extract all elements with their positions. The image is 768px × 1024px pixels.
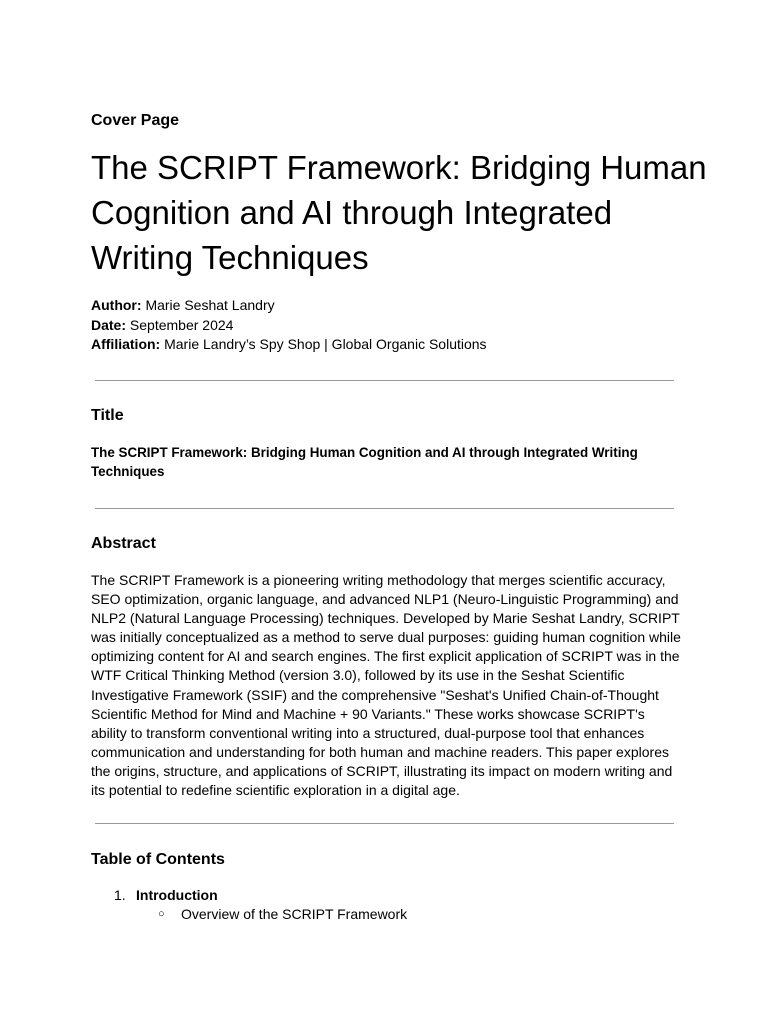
date-value: September 2024 (129, 316, 234, 333)
section-divider (95, 380, 674, 381)
table-of-contents-heading: Table of Contents (91, 851, 225, 868)
document-metadata (91, 296, 731, 355)
toc-subitem-label: Overview of the SCRIPT Framework (181, 906, 408, 922)
section-divider (95, 823, 674, 824)
toc-item (91, 886, 691, 905)
table-of-contents-list (91, 886, 691, 924)
affiliation-value: Marie Landry’s Spy Shop | Global Organic Solutions (164, 336, 487, 352)
affiliation-line (91, 335, 731, 355)
toc-item-number: 1. (114, 887, 126, 903)
author-label: Author: (91, 297, 142, 313)
affiliation-label: Affiliation: (91, 336, 161, 352)
cover-page-label: Cover Page (91, 112, 180, 129)
date-label: Date: (91, 316, 127, 333)
hollow-bullet-icon: ○ (158, 908, 165, 920)
abstract-paragraph: The SCRIPT Framework is a pioneering writing methodology that merges scientific accuracy, SEO optimization, organic language, and advanced NLP1 (Neuro-Linguistic Programming) and NLP2 (Natural Language Processing) techniques. Developed by Marie Seshat Landry, SCRIPT was initially conceptualized as a method to serve dual purposes: guiding human cognition while optimizing content for AI and search engines. The first explicit application of SCRIPT was in the WTF Critical Thinking Method (version 3.0), followed by its use in the Seshat Scientific Investigative Framework (SSIF) and the comprehensive "Seshat's Unified Chain-of-Thought Scientific Method for Mind and Machine + 90 Variants." These works showcase SCRIPT's ability to transform conventional writing into a structured, dual-purpose tool that enhances communication and understanding for both human and machine readers. This paper explores the origins, structure, and applications of SCRIPT, illustrating its impact on modern writing and its potential to redefine scientific exploration in a digital age. (91, 572, 681, 799)
title-section-heading: Title (91, 407, 124, 424)
toc-item-label: Introduction (136, 887, 218, 903)
author-value: Marie Seshat Landry (145, 297, 275, 313)
title-section-text: The SCRIPT Framework: Bridging Human Cognition and AI through Integrated Writing Techniques (91, 445, 638, 479)
toc-subitem (91, 905, 691, 924)
document-title: The SCRIPT Framework: Bridging Human Cognition and AI through Integrated Writing Techniques (91, 149, 707, 276)
date-line (91, 316, 731, 336)
abstract-heading: Abstract (91, 535, 156, 552)
section-divider (95, 508, 674, 509)
author-line (91, 296, 731, 316)
